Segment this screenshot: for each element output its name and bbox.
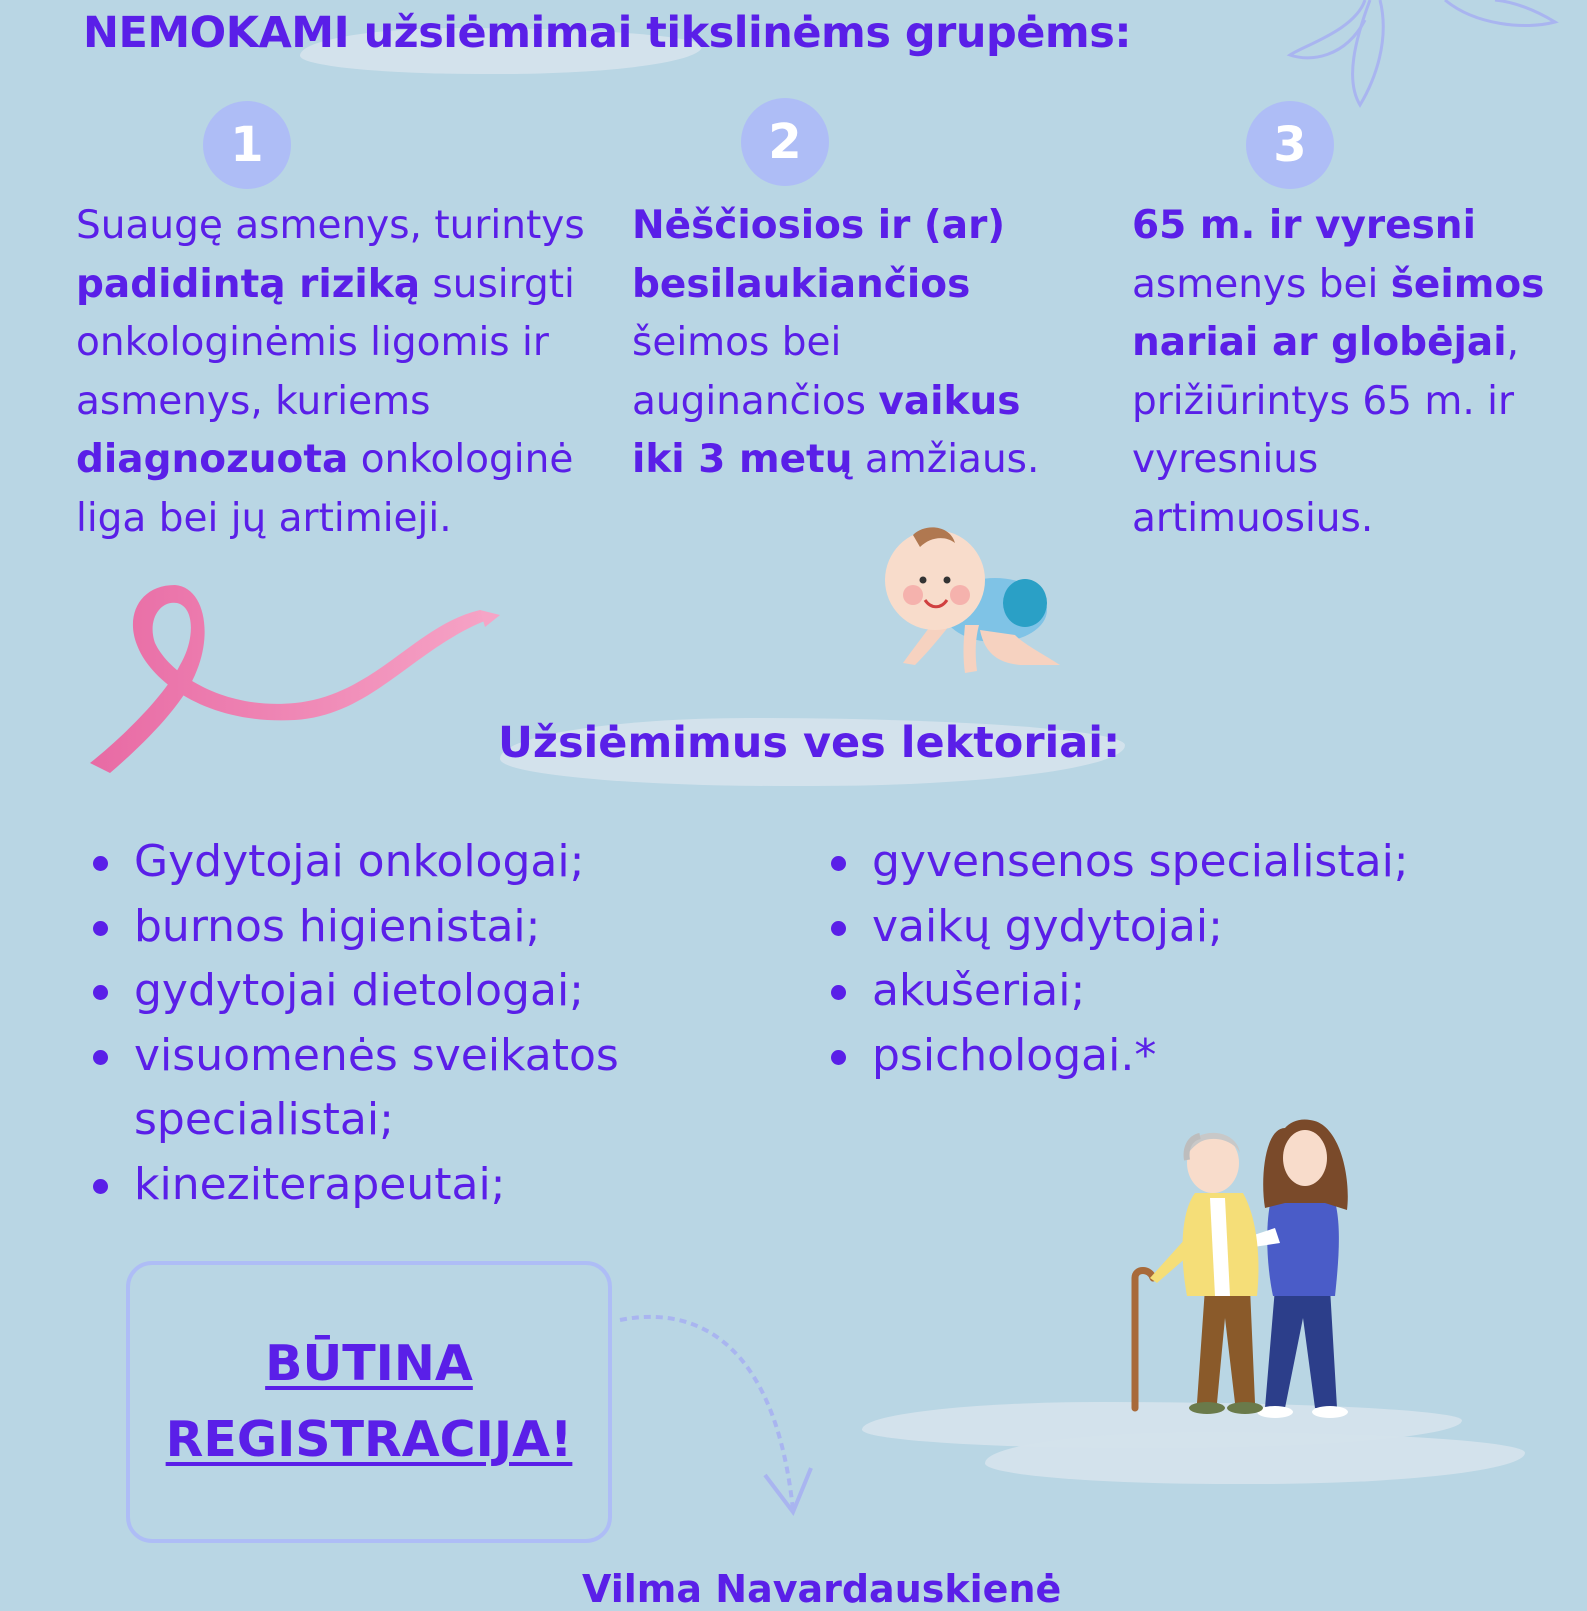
group-3-text: , prižiūrintys 65 m. ir vyresnius artimuosius. bbox=[1132, 320, 1519, 541]
registration-line-1: BŪTINA bbox=[265, 1335, 473, 1392]
list-item: burnos higienistai; bbox=[77, 895, 667, 960]
ground-brush-stroke-2 bbox=[985, 1432, 1525, 1484]
organizer-name: Vilma Navardauskienė bbox=[582, 1567, 1062, 1611]
group-1-number-badge: 1 bbox=[203, 101, 291, 189]
lecturers-title: Užsiėmimus ves lektoriai: bbox=[498, 718, 1121, 768]
list-item: vaikų gydytojai; bbox=[815, 895, 1535, 960]
group-2-highlight: Nėščiosios ir (ar) besilaukiančios bbox=[632, 203, 1006, 307]
pink-ribbon-icon bbox=[85, 585, 500, 775]
list-item: gyvensenos specialistai; bbox=[815, 830, 1535, 895]
group-2-text: šeimos bei auginančios bbox=[632, 320, 879, 424]
elderly-caregiver-icon bbox=[1125, 1118, 1380, 1430]
group-1-highlight: diagnozuota bbox=[76, 437, 349, 482]
registration-link[interactable] bbox=[166, 1326, 573, 1478]
registration-line-2: REGISTRACIJA! bbox=[165, 1411, 573, 1468]
crawling-baby-icon bbox=[875, 525, 1070, 677]
group-1-text: onkologinė liga bei jų artimieji. bbox=[76, 437, 574, 541]
group-2-description bbox=[632, 197, 1052, 490]
group-1-highlight: padidintą riziką bbox=[76, 261, 421, 307]
list-item: visuomenės sveikatos specialistai; bbox=[77, 1024, 667, 1153]
curved-arrow-icon bbox=[615, 1300, 830, 1530]
group-2-text: amžiaus. bbox=[852, 437, 1040, 482]
list-item: gydytojai dietologai; bbox=[77, 959, 667, 1024]
group-3-description bbox=[1132, 197, 1562, 548]
group-1-description bbox=[76, 197, 636, 548]
group-3-highlight: 65 m. ir vyresni bbox=[1132, 203, 1476, 248]
group-3-text: asmenys bei bbox=[1132, 261, 1391, 307]
registration-box[interactable] bbox=[126, 1261, 612, 1543]
group-3-number-badge: 3 bbox=[1246, 101, 1334, 189]
list-item: Gydytojai onkologai; bbox=[77, 830, 667, 895]
group-2-highlight: vaikus iki 3 metų bbox=[632, 378, 1021, 482]
list-item: akušeriai; bbox=[815, 959, 1535, 1024]
lecturers-list-right bbox=[815, 830, 1535, 1088]
leaf-decoration-icon bbox=[1285, 0, 1587, 110]
page-title: NEMOKAMI užsiėmimai tikslinėms grupėms: bbox=[83, 8, 1132, 58]
group-2-number-badge: 2 bbox=[741, 98, 829, 186]
list-item: psichologai.* bbox=[815, 1024, 1535, 1089]
group-3-highlight: šeimos nariai ar globėjai bbox=[1132, 261, 1545, 365]
list-item: kineziterapeutai; bbox=[77, 1153, 667, 1218]
group-1-text: Suaugę asmenys, turintys bbox=[76, 203, 585, 248]
group-1-text: susirgti onkologinėmis ligomis ir asmenys, kuriems bbox=[76, 261, 575, 424]
lecturers-list-left bbox=[77, 830, 667, 1217]
